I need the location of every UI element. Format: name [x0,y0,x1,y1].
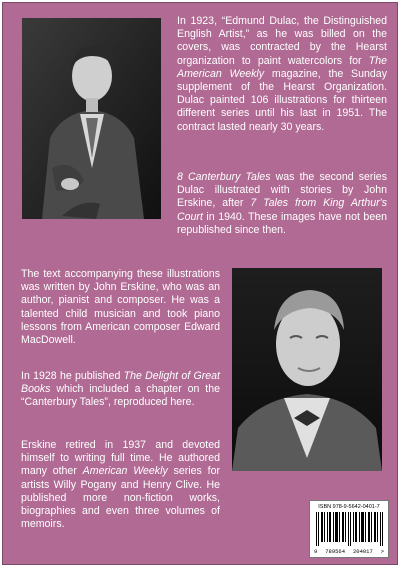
portrait-erskine-image [232,268,382,471]
isbn-barcode [309,500,389,558]
paragraph-text: In 1923, “Edmund Dulac, the Distinguished English Artist,” as he was billed on the covers, was contracted by the Hearst organization to paint watercolors for [177,15,387,67]
italic-title: The Delight of Great Books [21,370,220,396]
paragraph-text: series for artists Willy Pogany and Henry Clive. He published more non-fiction works, biographies and even three volumes of memoirs. [21,465,220,531]
paragraph-erskine-intro [21,268,220,347]
paragraph-text: The text accompanying these illustrations was written by John Erskine, who was an author, pianist and composer. He was a talented child musician and took piano lessons from American composer Edward MacDowell. [21,268,220,347]
barcode-digits-left: 789564 [325,548,346,555]
portrait-photo-dulac [22,18,161,219]
italic-title: The American Weekly [177,54,387,80]
portrait-dulac-image [22,18,161,219]
book-back-cover [2,2,398,565]
paragraph-erskine-retirement [21,439,220,531]
paragraph-text: which included a chapter on the “Canterbury Tales”, reproduced here. [21,383,220,409]
paragraph-text: magazine, the Sunday supplement of the Hearst Organization. Dulac painted 106 illustrations for thirteen different series until his last in 1951. The contract lasted nearly 30 years. [177,67,387,133]
barcode-bars [314,512,384,546]
paragraph-text: was the second series Dulac illustrated with stories by John Erskine, after [177,171,387,210]
portrait-photo-erskine [232,268,382,471]
paragraph-canterbury-series [177,171,387,237]
paragraph-text: Erskine retired in 1937 and devoted himself to writing full time. He authored many other [21,439,220,478]
italic-title: American Weekly [82,465,168,478]
paragraph-delight-of-books [21,370,220,410]
barcode-digit-last: > [380,548,385,555]
barcode-digits [310,548,388,555]
barcode-digits-right: 204017 [352,548,373,555]
italic-title: 7 Tales from King Arthur's Court [177,197,387,223]
barcode-digit-first: 9 [313,548,318,555]
paragraph-text: in 1940. These images have not been republished since then. [177,210,387,236]
paragraph-text: In 1928 he published [21,370,124,382]
italic-title: 8 Canterbury Tales [177,171,271,183]
isbn-number: ISBN 978-9-5642-0401-7 [318,504,380,510]
paragraph-dulac-contract [177,15,387,134]
